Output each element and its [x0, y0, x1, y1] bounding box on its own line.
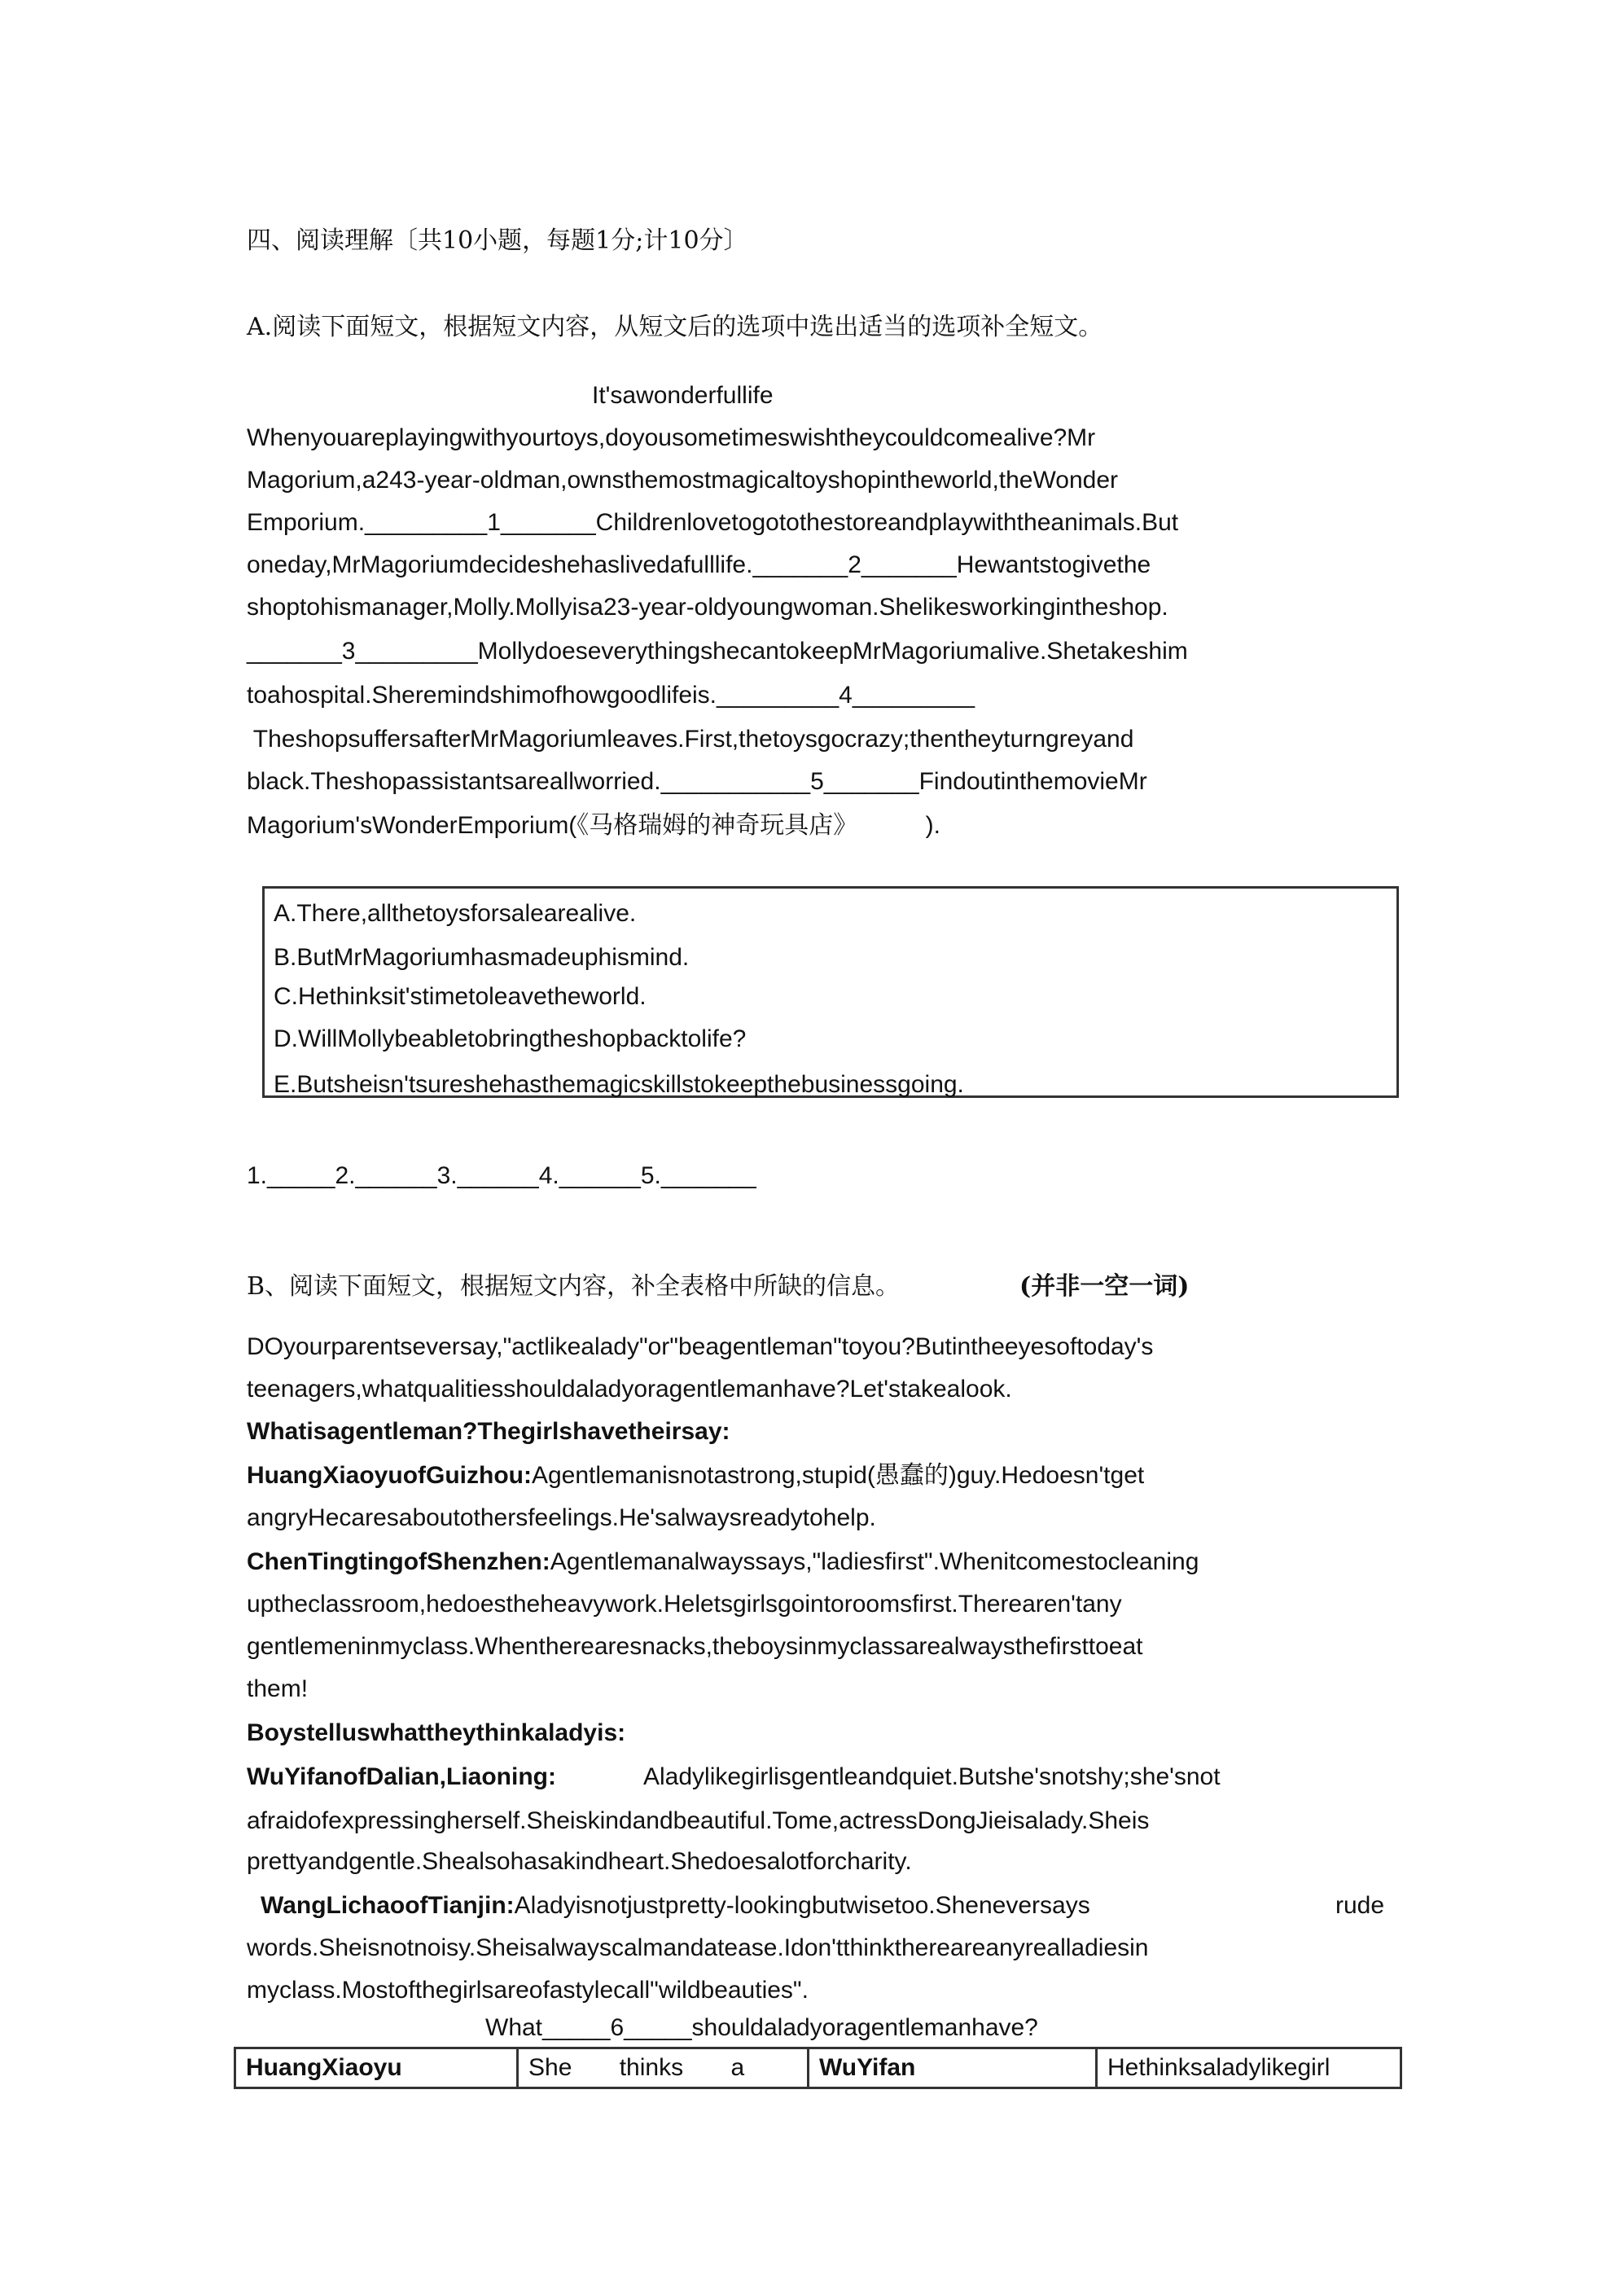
table-row — [235, 2048, 1401, 2088]
passage-a-title: It'sawonderfullife — [592, 382, 774, 409]
part-b-instruction: B、阅读下面短文，根据短文内容，补全表格中所缺的信息。 — [247, 1272, 901, 1301]
passage-b-line: angryHecaresaboutothersfeelings.He'salwaysreadytohelp. — [247, 1504, 876, 1531]
passage-a-line: oneday,MrMagoriumdecideshehaslivedafulllife._______2_______Hewantstogivethe — [247, 551, 1151, 578]
passage-b-line: uptheclassroom,hedoestheheavywork.Heletsgirlsgointoroomsfirst.Therearen'tany — [247, 1591, 1122, 1618]
chen-paragraph-line — [247, 1546, 1199, 1578]
passage-b-line: DOyourparentseversay,"actlikealady"or"beagentleman"toyou?Butintheeyesoftoday's — [247, 1333, 1154, 1360]
wang-text-end: rude — [1335, 1892, 1385, 1919]
option-a: A.There,allthetoysforsalearealive. — [274, 900, 637, 927]
wu-name: WuYifanofDalian,Liaoning: — [247, 1763, 556, 1790]
passage-b-line: myclass.Mostofthegirlsareofastylecall"wildbeauties". — [247, 1977, 809, 2004]
huang-text: Agentlemanisnotastrong,stupid(愚蠢的)guy.Hedoesn'tget — [531, 1462, 1145, 1489]
table-cell-name: HuangXiaoyu — [235, 2048, 518, 2088]
table-cell-answer: Hethinksaladylikegirl — [1097, 2048, 1401, 2088]
part-a-instruction: A.阅读下面短文，根据短文内容，从短文后的选项中选出适当的选项补全短文。 — [247, 313, 1103, 341]
passage-a-line: shoptohismanager,Molly.Mollyisa23-year-oldyoungwoman.Shelikesworkingintheshop. — [247, 594, 1168, 621]
passage-b-line: teenagers,whatqualitiesshouldaladyoragentlemanhave?Let'stakealook. — [247, 1376, 1012, 1403]
option-e: E.Butsheisn'tsureshehasthemagicskillstokeepthebusinessgoing. — [274, 1071, 964, 1098]
huang-paragraph-line — [247, 1460, 1144, 1492]
wang-paragraph-line — [261, 1890, 1090, 1922]
option-d: D.WillMollybeabletobringtheshopbacktolife? — [274, 1025, 747, 1052]
huang-name: HuangXiaoyuofGuizhou: — [247, 1462, 532, 1489]
passage-b-line: afraidofexpressingherself.Sheiskindandbeautiful.Tome,actressDongJieisalady.Sheis — [247, 1807, 1150, 1834]
passage-a-line: _______3_________MollydoeseverythingshecantokeepMrMagoriumalive.Shetakeshim — [247, 638, 1188, 665]
passage-b-line: them! — [247, 1675, 309, 1702]
answer-line: 1._____2.______3.______4.______5._______ — [247, 1162, 756, 1189]
chen-text: Agentlemanalwayssays,"ladiesfirst".Whenitcomestocleaning — [550, 1548, 1199, 1575]
passage-b-line: gentlemeninmyclass.Whentherearesnacks,theboysinmyclassarealwaysthefirsttoeat — [247, 1633, 1143, 1660]
passage-a-line: Magorium'sWonderEmporium(《马格瑞姆的神奇玩具店》 ). — [247, 812, 940, 839]
passage-b-line: words.Sheisnotnoisy.Sheisalwayscalmandatease.Idon'tthinkthereareanyrealladiesin — [247, 1934, 1149, 1961]
passage-a-line: Magorium,a243-year-oldman,ownsthemostmagicaltoyshopintheworld,theWonder — [247, 467, 1118, 494]
wu-text: Aladylikegirlisgentleandquiet.Butshe'snotshy;she'snot — [643, 1763, 1221, 1790]
section-heading: 四、阅读理解〔共10小题，每题1分;计10分〕 — [247, 226, 748, 255]
boys-heading: Boystelluswhattheythinkaladyis: — [247, 1719, 626, 1746]
table-title: What_____6_____shouldaladyoragentlemanhave? — [485, 2014, 1038, 2041]
info-table — [234, 2047, 1402, 2089]
wang-name: WangLichaoofTianjin: — [261, 1892, 515, 1919]
passage-b-line: prettyandgentle.Shealsohasakindheart.Shedoesalotforcharity. — [247, 1848, 912, 1875]
passage-a-line: toahospital.Sheremindshimofhowgoodlifeis._________4_________ — [247, 682, 975, 709]
girls-heading: Whatisagentleman?Thegirlshavetheirsay: — [247, 1418, 730, 1445]
part-b-note: (并非一空一词) — [1019, 1272, 1190, 1301]
option-c: C.Hethinksit'stimetoleavetheworld. — [274, 983, 647, 1010]
passage-a-line: Emporium._________1_______Childrenlovetogotothestoreandplaywiththeanimals.But — [247, 509, 1179, 536]
chen-name: ChenTingtingofShenzhen: — [247, 1548, 550, 1575]
passage-a-line: Whenyouareplayingwithyourtoys,doyousometimeswishtheycouldcomealive?Mr — [247, 424, 1096, 451]
passage-a-line: TheshopsuffersafterMrMagoriumleaves.First,thetoysgocrazy;thentheyturngreyand — [247, 726, 1134, 753]
option-b: B.ButMrMagoriumhasmadeuphismind. — [274, 944, 690, 971]
table-cell-answer: She thinks a — [518, 2048, 809, 2088]
wang-text: Aladyisnotjustpretty-lookingbutwisetoo.Sheneversays — [514, 1892, 1090, 1919]
table-cell-name: WuYifan — [809, 2048, 1097, 2088]
passage-a-line: black.Theshopassistantsareallworried.___________5_______FindoutinthemovieMr — [247, 768, 1147, 795]
